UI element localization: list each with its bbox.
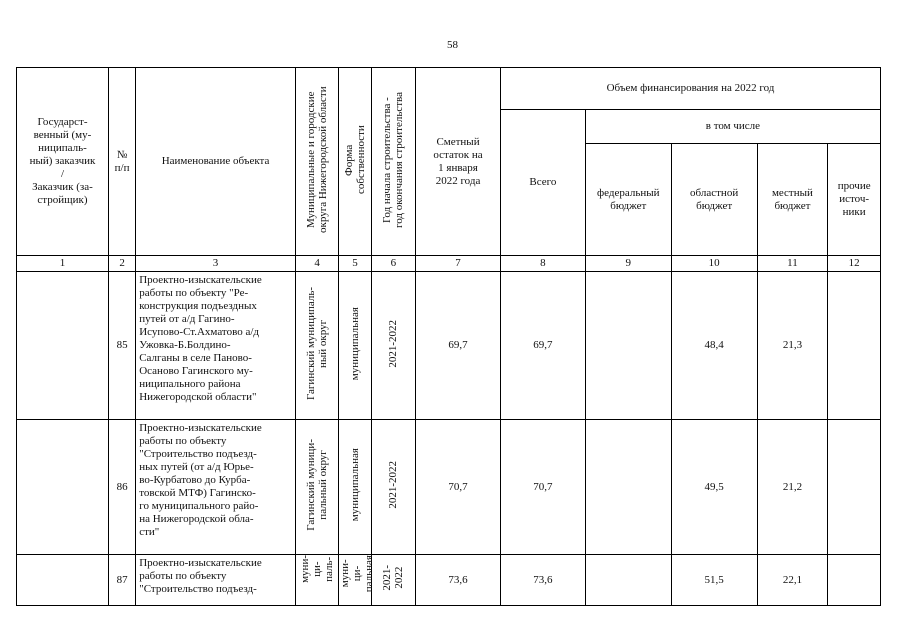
row-years	[371, 555, 415, 606]
row-object-name: Проектно-изыскательские работы по объекту "Ре- конструкция подъездных путей от а/д Гагино- Исупово-Ст.Ахматово а/д Ужовка-Б.Болдино- Салганы в селе Паново- Осаново Гагинского му- ниципального района Нижегородской области"	[136, 272, 296, 420]
row-total: 69,7	[500, 272, 585, 420]
column-number: 12	[828, 256, 881, 272]
header-years	[371, 68, 415, 256]
row-ownership	[339, 272, 371, 420]
row-municipality-text: Гагинский муниципаль- ный округ	[305, 286, 330, 401]
header-object-name	[136, 68, 296, 256]
header-total-text: Всего	[529, 176, 557, 188]
header-num-text: № п/п	[114, 148, 130, 174]
financing-table	[16, 67, 881, 606]
row-years-text: 2021- 2022	[381, 565, 406, 591]
row-federal	[585, 272, 671, 420]
header-regional	[671, 144, 757, 256]
row-customer	[17, 420, 109, 555]
row-total: 70,7	[500, 420, 585, 555]
row-other	[828, 420, 881, 555]
table-row	[17, 555, 881, 606]
column-number: 10	[671, 256, 757, 272]
column-number: 6	[371, 256, 415, 272]
header-customer-text: Государст- венный (му- ниципаль- ный) заказчик / Заказчик (за- стройщик)	[29, 116, 96, 206]
row-years-text: 2021-2022	[387, 461, 400, 509]
table-row	[17, 272, 881, 420]
column-number: 2	[108, 256, 135, 272]
column-number: 9	[585, 256, 671, 272]
column-number: 7	[416, 256, 501, 272]
row-years	[371, 272, 415, 420]
header-total	[500, 110, 585, 256]
header-num	[108, 68, 135, 256]
row-estimate: 73,6	[416, 555, 501, 606]
header-local-text: местный бюджет	[771, 186, 813, 212]
row-federal	[585, 555, 671, 606]
header-other	[828, 144, 881, 256]
header-other-text: прочие источ- ники	[837, 180, 871, 218]
row-local: 21,3	[757, 272, 828, 420]
header-funding-text: Объем финансирования на 2022 год	[606, 82, 775, 94]
column-number: 8	[500, 256, 585, 272]
row-municipality	[295, 555, 338, 606]
row-ownership-text: муниципальная	[348, 306, 361, 381]
header-estimate	[416, 68, 501, 256]
column-number: 5	[339, 256, 371, 272]
row-estimate: 70,7	[416, 420, 501, 555]
row-other	[828, 555, 881, 606]
header-local	[757, 144, 828, 256]
row-num: 86	[108, 420, 135, 555]
row-federal	[585, 420, 671, 555]
header-years-text: Год начала строительства - год окончания строительства	[381, 91, 406, 228]
row-years	[371, 420, 415, 555]
header-row-1	[17, 68, 881, 110]
row-regional: 48,4	[671, 272, 757, 420]
column-number: 4	[295, 256, 338, 272]
row-object-name: Проектно-изыскательские работы по объекту "Строительство подъезд- ных путей (от а/д Юрье- во-Курбатово до Курба- товской МТФ) Гагинско- го муниципального райо- на Нижегородской обла- сти"	[136, 420, 296, 555]
header-municipality-text: Муниципальные и городские округа Нижегородской области	[305, 86, 330, 233]
header-federal	[585, 144, 671, 256]
page-number: 58	[447, 39, 458, 51]
row-customer	[17, 272, 109, 420]
row-num: 85	[108, 272, 135, 420]
column-number: 1	[17, 256, 109, 272]
header-ownership	[339, 68, 371, 256]
column-number: 11	[757, 256, 828, 272]
column-number: 3	[136, 256, 296, 272]
row-ownership	[339, 420, 371, 555]
table-row	[17, 420, 881, 555]
row-municipality-text: муни- ци- паль-	[299, 555, 336, 583]
row-customer	[17, 555, 109, 606]
row-municipality	[295, 272, 338, 420]
header-including-text: в том числе	[705, 120, 761, 132]
row-local: 21,2	[757, 420, 828, 555]
row-total: 73,6	[500, 555, 585, 606]
row-estimate: 69,7	[416, 272, 501, 420]
row-object-name: Проектно-изыскательские работы по объекту "Строительство подъезд-	[136, 555, 296, 606]
header-customer	[17, 68, 109, 256]
header-object-name-text: Наименование объекта	[161, 155, 270, 167]
row-regional: 49,5	[671, 420, 757, 555]
header-estimate-text: Сметный остаток на 1 января 2022 года	[433, 135, 483, 187]
row-municipality	[295, 420, 338, 555]
row-local: 22,1	[757, 555, 828, 606]
row-years-text: 2021-2022	[387, 319, 400, 368]
row-ownership	[339, 555, 376, 606]
header-ownership-text: Форма собственности	[342, 125, 367, 194]
header-municipality	[295, 68, 338, 256]
column-number-row	[17, 256, 881, 272]
header-regional-text: областной бюджет	[690, 186, 739, 212]
row-ownership-text: муни- ци- пальная	[339, 555, 376, 593]
header-funding	[500, 68, 880, 110]
row-ownership-text: муниципальная	[348, 448, 361, 522]
header-federal-text: федеральный бюджет	[597, 186, 660, 212]
row-num: 87	[108, 555, 135, 606]
row-regional: 51,5	[671, 555, 757, 606]
row-municipality-text: Гагинский муници- пальный округ	[305, 439, 330, 531]
header-including	[585, 110, 880, 144]
row-other	[828, 272, 881, 420]
